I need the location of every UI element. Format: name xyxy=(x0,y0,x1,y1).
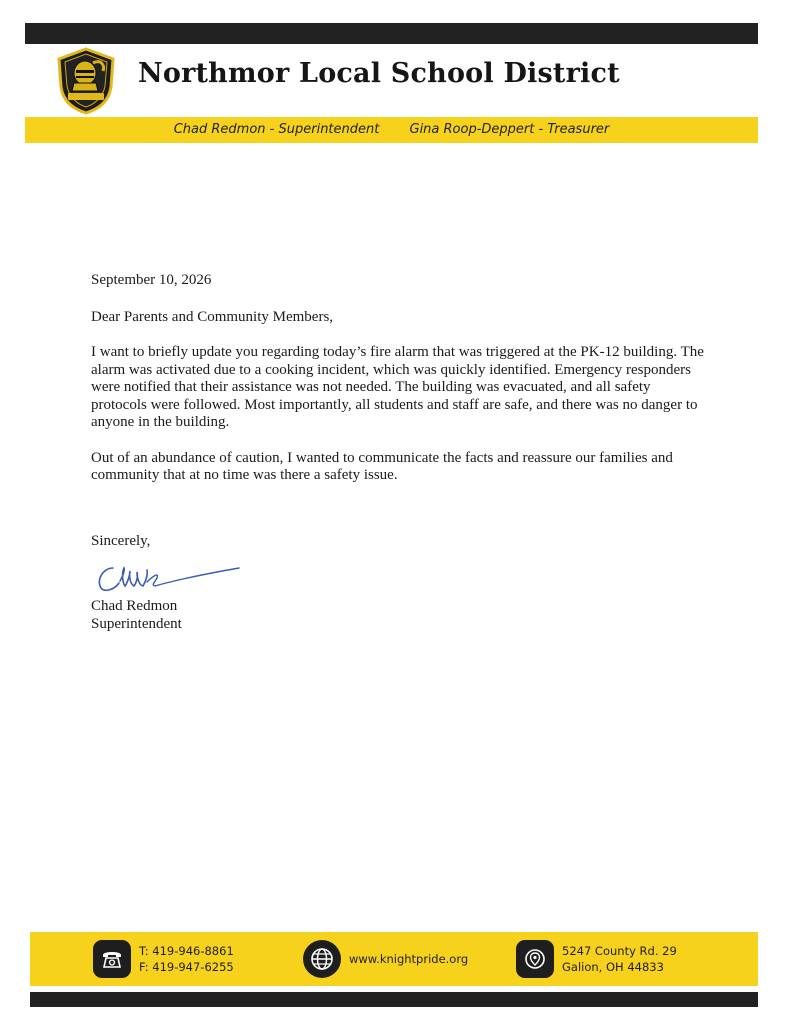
superintendent-credit: Chad Redmon - Superintendent xyxy=(173,122,380,137)
footer-phone-text xyxy=(139,943,234,975)
treasurer-credit: Gina Roop-Deppert - Treasurer xyxy=(409,122,610,137)
signer-name: Chad Redmon xyxy=(91,598,178,614)
footer-website-text xyxy=(349,951,468,967)
footer-bottom-bar xyxy=(30,992,758,1007)
footer-address-block xyxy=(516,940,677,978)
district-logo xyxy=(55,47,117,115)
footer-address-line-1: 5247 County Rd. 29 xyxy=(562,944,677,958)
footer-website-block xyxy=(303,940,468,978)
letter-closing: Sincerely, xyxy=(91,532,151,549)
footer-fax: F: 419-947-6255 xyxy=(139,960,234,974)
header-top-bar xyxy=(25,23,758,44)
letter-paragraph-1: I want to briefly update you regarding today’s fire alarm that was triggered at the PK-12 building. The alarm was activated due to a cooking incident, which was quickly identified. Emergency responders were notified that their assistance was not needed. The building was evacuated, and all safety protocols were followed. Most importantly, all students and staff are safe, and there was no danger to anyone in the building. xyxy=(91,344,704,430)
district-name: Northmor Local School District xyxy=(138,58,620,89)
footer-address-text xyxy=(562,943,677,975)
handwritten-signature xyxy=(93,556,243,596)
knight-helmet-shield-icon xyxy=(55,47,117,115)
letter-date: September 10, 2026 xyxy=(91,272,212,288)
signer-title: Superintendent xyxy=(91,615,182,632)
footer-phone-block xyxy=(93,940,234,978)
staff-line xyxy=(25,122,758,137)
header-yellow-band xyxy=(25,117,758,143)
footer-website[interactable]: www.knightpride.org xyxy=(349,952,469,966)
telephone-icon xyxy=(93,940,131,978)
letter-salutation: Dear Parents and Community Members, xyxy=(91,308,334,325)
footer-phone: T: 419-946-8861 xyxy=(139,944,234,958)
letter-body xyxy=(91,272,706,633)
letter-paragraph-2: Out of an abundance of caution, I wanted to communicate the facts and reassure our families and community that at no time was there a safety issue. xyxy=(91,449,673,483)
footer-address-line-2: Galion, OH 44833 xyxy=(562,960,664,974)
footer-band xyxy=(30,932,758,986)
location-pin-icon xyxy=(516,940,554,978)
globe-icon xyxy=(303,940,341,978)
